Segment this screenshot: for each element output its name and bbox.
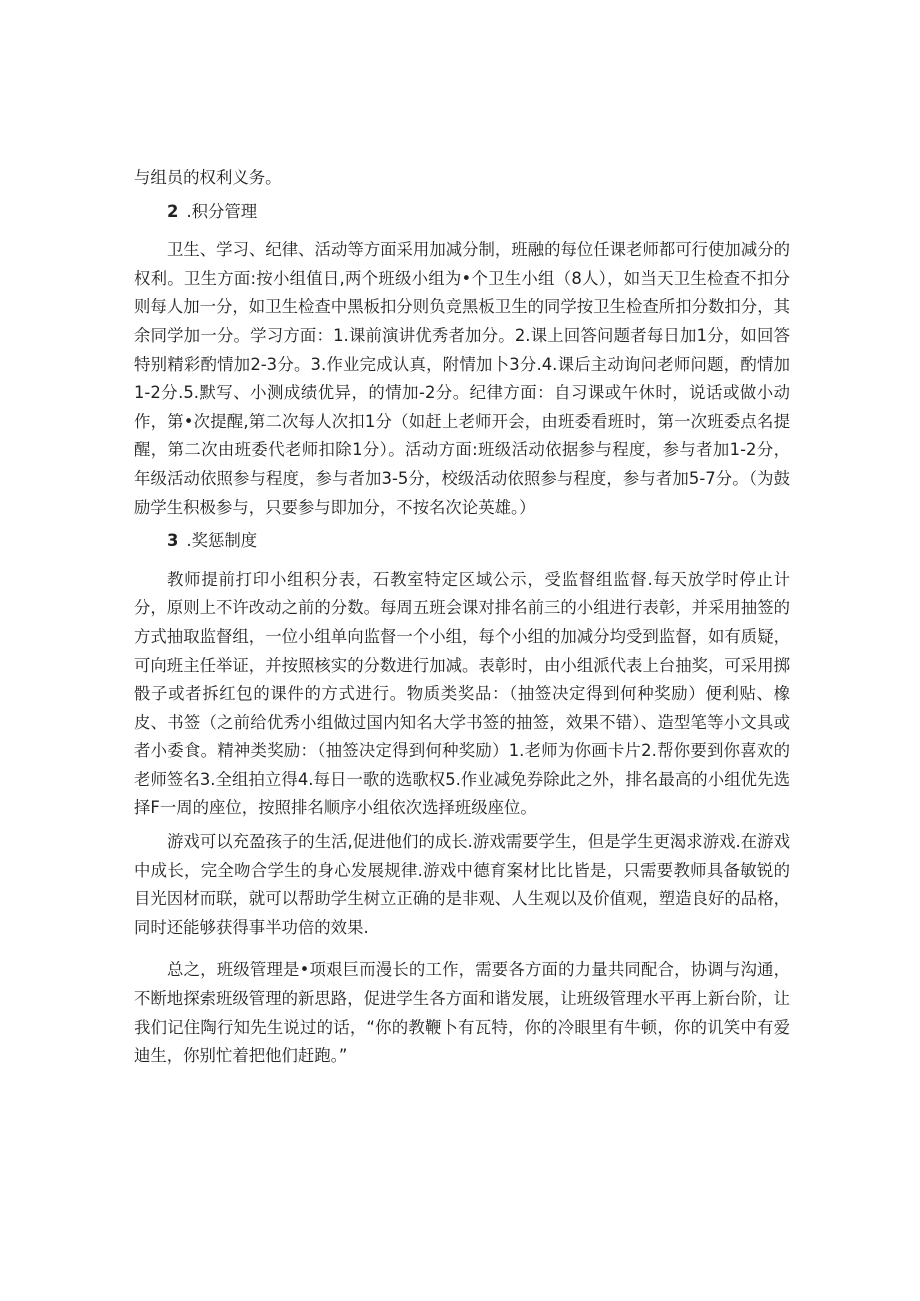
heading-title: .奖惩制度: [186, 531, 258, 551]
heading-title: .积分管理: [186, 201, 258, 221]
paragraph-conclusion-body: 总之，班级管理是•项艰巨而漫长的工作，需要各方面的力量共同配合，协调与沟通，不断地探索班级管理的新思路，促进学生各方面和谐发展，让班级管理水平再上新台阶，让我们记住陶行知先生说过的话，“你的教鞭卜有瓦特，你的冷眼里有牛顿，你的讥笑中有爱迪生，你别忙着把他们赶跑。”: [134, 960, 790, 1066]
heading-number: 2: [167, 201, 179, 221]
heading-reward-system: [134, 527, 790, 556]
paragraph-games-body: 游戏可以充盈孩子的生活,促进他们的成长.游戏需要学生，但是学生更渴求游戏.在游戏中成长，完全吻合学生的身心发展规律.游戏中德育案材比比皆是，只需要教师具备敏锐的目光因材而联，就可以帮助学生树立正确的是非观、人生观以及价值观，塑造良好的品格，同时还能够获得事半功倍的效果.: [134, 832, 790, 937]
heading-number: 3: [167, 531, 179, 551]
heading-scoring-management: [134, 198, 790, 227]
paragraph-reward-body: 教师提前打印小组积分表，石教室特定区域公示，受监督组监督.每天放学时停止计分，原则上不许改动之前的分数。每周五班会课对排名前三的小组进行表彰，并采用抽签的方式抽取监督组，一位小组单向监督一个小组，每个小组的加减分均受到监督，如有质疑，可向班主任举证，并按照核实的分数进行加减。表彰时，由小组派代表上台抽奖，可采用掷骰子或者拆红包的课件的方式进行。物质类奖品：（抽签决定得到何种奖励）便利贴、橡皮、书签（之前给优秀小组做过国内知名大学书签的抽签，效果不错）、造型笔等小文具或者小委食。精神类奖励：（抽签决定得到何种奖励）1.老师为你画卡片2.帮你要到你喜欢的老师签名3.全组拍立得4.每日一歌的选歌权5.作业减免券除此之外，排名最高的小组优先选择F一周的座位，按照排名顺序小组依次选择班级座位。: [134, 569, 790, 818]
paragraph-continuation: 与组员的权利义务。: [134, 168, 282, 187]
paragraph-scoring-body: 卫生、学习、纪律、活动等方面采用加减分制，班融的每位任课老师都可行使加减分的权利。卫生方面:按小组值日,两个班级小组为•个卫生小组（8人），如当天卫生检查不扣分则每人加一分，如卫生检查中黑板扣分则负竞黑板卫生的同学按卫生检查所扣分数扣分，其余同学加一分。学习方面：1.课前演讲优秀者加分。2.课上回答问题者每日加1分，如回答特别精彩酌情加2-3分。3.作业完成认真，附情加卜3分.4.课后主动询问老师问题，酌情加1-2分.5.默写、小测成绩优异，的情加-2分。纪律方面：自习课或午休时，说话或做小动作，第•次提醒,第二次每人次扣1分（如赶上老师开会，由班委看班时，第一次班委点名提醒，第二次由班委代老师扣除1分）。活动方面:班级活动依据参与程度，参与者加1-2分，年级活动依照参与程度，参与者加3-5分，校级活动依照参与程度，参与者加5-7分。（为鼓励学生积极参与，只要参与即加分，不按名次论英雄。）: [134, 240, 790, 517]
